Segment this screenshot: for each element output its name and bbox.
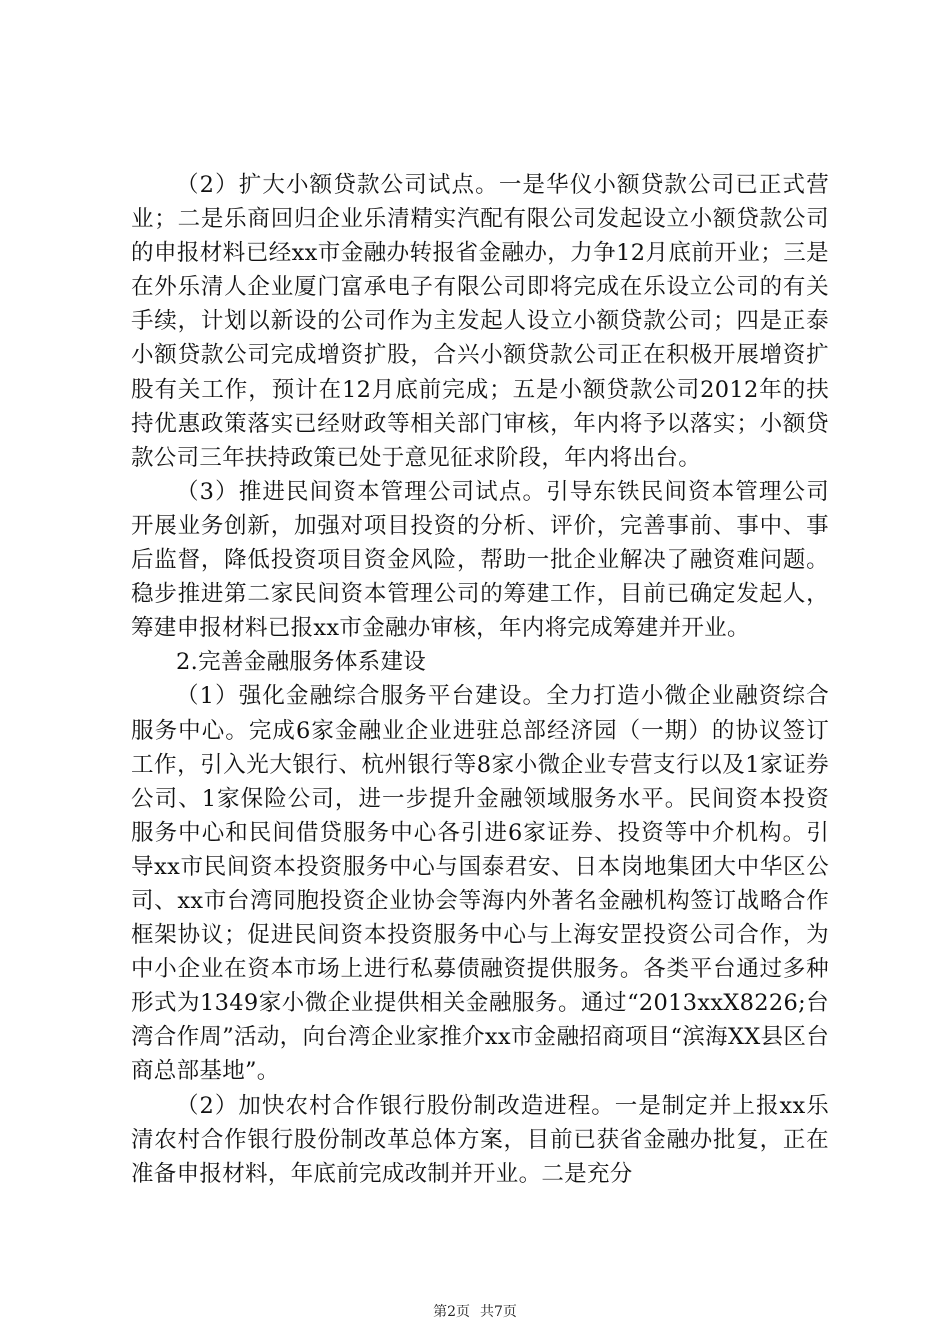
document-body bbox=[131, 168, 829, 1191]
page-footer bbox=[0, 1301, 950, 1321]
paragraph-small-loan-pilot: （2）扩大小额贷款公司试点。一是华仪小额贷款公司已正式营业；二是乐商回归企业乐清精实汽配有限公司发起设立小额贷款公司的申报材料已经xx市金融办转报省金融办，力争12月底前开业；三是在外乐清人企业厦门富承电子有限公司即将完成在乐设立公司的有关手续，计划以新设的公司作为主发起人设立小额贷款公司；四是正泰小额贷款公司完成增资扩股，合兴小额贷款公司正在积极开展增资扩股有关工作，预计在12月底前完成；五是小额贷款公司2012年的扶持优惠政策落实已经财政等相关部门审核，年内将予以落实；小额贷款公司三年扶持政策已处于意见征求阶段，年内将出台。 bbox=[131, 172, 829, 471]
page-total: 共7页 bbox=[480, 1304, 517, 1320]
page-number: 第2页 bbox=[433, 1304, 470, 1320]
paragraph-rural-bank-reform: （2）加快农村合作银行股份制改造进程。一是制定并上报xx乐清农村合作银行股份制改革总体方案，目前已获省金融办批复，正在准备申报材料，年底前完成改制并开业。二是充分 bbox=[131, 1092, 829, 1187]
paragraph-service-platform: （1）强化金融综合服务平台建设。全力打造小微企业融资综合服务中心。完成6家金融业企业进驻总部经济园（一期）的协议签订工作，引入光大银行、杭州银行等8家小微企业专营支行以及1家证券公司、1家保险公司，进一步提升金融领域服务水平。民间资本投资服务中心和民间借贷服务中心各引进6家证券、投资等中介机构。引导xx市民间资本投资服务中心与国泰君安、日本岗地集团大中华区公司、xx市台湾同胞投资企业协会等海内外著名金融机构签订战略合作框架协议；促进民间资本投资服务中心与上海安罡投资公司合作，为中小企业在资本市场上进行私募债融资提供服务。各类平台通过多种形式为1349家小微企业提供相关金融服务。通过“2013xxX8226;台湾合作周”活动，向台湾企业家推介xx市金融招商项目“滨海XX县区台商总部基地”。 bbox=[131, 683, 829, 1085]
section-heading-financial-service-system: 2.完善金融服务体系建设 bbox=[176, 649, 427, 676]
paragraph-private-capital-pilot: （3）推进民间资本管理公司试点。引导东铁民间资本管理公司开展业务创新，加强对项目投资的分析、评价，完善事前、事中、事后监督，降低投资项目资金风险，帮助一批企业解决了融资难问题。稳步推进第二家民间资本管理公司的筹建工作，目前已确定发起人，筹建申报材料已报xx市金融办审核，年内将完成筹建并开业。 bbox=[131, 478, 829, 642]
